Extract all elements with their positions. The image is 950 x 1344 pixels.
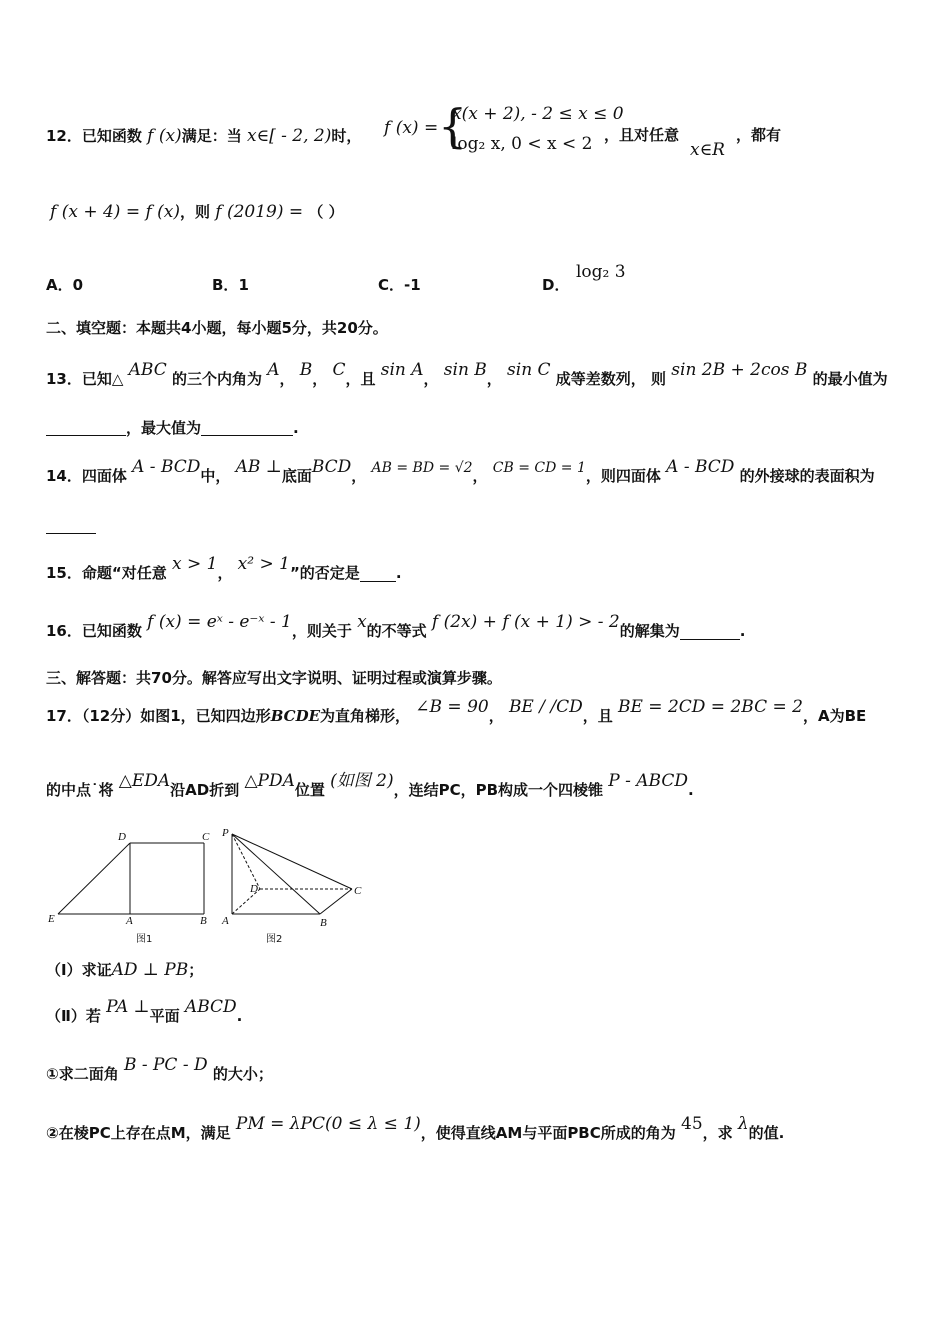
q15-text: 命题“对任意 bbox=[81, 564, 167, 582]
q12-ask: f (2019) = bbox=[215, 202, 304, 222]
fig2-label-c: C bbox=[354, 885, 362, 897]
q12-text: ，则 bbox=[180, 203, 211, 221]
fig1-label-c: C bbox=[202, 831, 210, 843]
q13-sinc: sin C bbox=[507, 360, 551, 380]
choice-label: B． bbox=[212, 276, 239, 294]
q12-number: 12． bbox=[46, 127, 82, 145]
q12-case1-text: x(x + 2), - 2 ≤ x ≤ 0 bbox=[452, 104, 624, 124]
q12-xr bbox=[690, 142, 725, 159]
q17-fig2-ref: (如图 2) bbox=[330, 771, 394, 791]
choice-value: -1 bbox=[404, 276, 421, 294]
fig2-edge-pd bbox=[232, 834, 260, 889]
choice-label: A． bbox=[46, 276, 73, 294]
choice-value: 0 bbox=[72, 276, 84, 294]
q14-cond2: CB = CD = 1 bbox=[492, 460, 586, 476]
choice-value: 1 bbox=[238, 276, 249, 294]
section-3-heading bbox=[46, 671, 502, 686]
q12-case1 bbox=[452, 106, 624, 123]
q13-text: 成等差数列， bbox=[555, 370, 646, 388]
q12-fx: f (x) bbox=[147, 126, 182, 146]
fig2-label-p: P bbox=[222, 827, 229, 839]
fig2-caption: 图2 bbox=[266, 934, 283, 945]
q13-text: 则 bbox=[651, 370, 667, 388]
q16-line bbox=[46, 612, 746, 640]
q14-abcd2: A - BCD bbox=[666, 457, 735, 477]
answer-blank[interactable] bbox=[46, 421, 126, 436]
q15-cond1: x > 1 bbox=[171, 554, 218, 574]
q17-part1-label: （Ⅰ）求证 bbox=[46, 961, 112, 979]
q17-part2-plane: ABCD bbox=[184, 997, 237, 1017]
fig1-label-b: B bbox=[200, 915, 207, 927]
q17-bcde: BCDE bbox=[270, 707, 321, 725]
q16-x: x bbox=[357, 612, 367, 632]
q17-text: 位置 bbox=[294, 781, 325, 799]
choice-value: log₂ 3 bbox=[576, 262, 626, 282]
q17-figures bbox=[44, 826, 374, 950]
q13-line2 bbox=[46, 421, 299, 436]
q12-period: f (x + 4) = f (x) bbox=[50, 202, 181, 222]
q16-text: 已知函数 bbox=[81, 622, 142, 640]
q12-text: 满足：当 bbox=[181, 127, 242, 145]
choice-label: C． bbox=[378, 276, 405, 294]
answer-blank[interactable] bbox=[360, 567, 396, 582]
figure-1 bbox=[47, 831, 210, 945]
q17-sub2-expr: PM = λPC(0 ≤ λ ≤ 1) bbox=[235, 1114, 421, 1134]
q16-text: 的不等式 bbox=[366, 622, 427, 640]
fig2-edge-pc bbox=[232, 834, 352, 889]
q17-sub2-lambda: λ bbox=[737, 1114, 749, 1134]
q17-angle: ∠B = 90 bbox=[415, 697, 489, 717]
q13-text: ，最大值为 bbox=[126, 419, 202, 437]
q17-text: . bbox=[236, 1007, 243, 1025]
q17-sub2-mark: ② bbox=[46, 1124, 59, 1142]
figure-2 bbox=[221, 827, 362, 945]
q17-lengths: BE = 2CD = 2BC = 2 bbox=[618, 697, 803, 717]
q15-cond2: x² > 1 bbox=[237, 554, 290, 574]
q13-text: 的最小值为 bbox=[812, 370, 888, 388]
q14-bcd: BCD bbox=[311, 457, 352, 477]
q17-sub2-angle: 45 bbox=[681, 1114, 703, 1134]
q17-text: ，连结PC，PB构成一个四棱锥 bbox=[393, 781, 604, 799]
q17-line2 bbox=[46, 771, 694, 799]
q12-choice-a bbox=[46, 274, 83, 295]
q16-number: 16． bbox=[46, 622, 82, 640]
q15-text: ”的否定是 bbox=[289, 564, 360, 582]
q17-eda: △EDA bbox=[118, 771, 171, 791]
q12-case2-text: log₂ x, 0 < x < 2 bbox=[452, 134, 593, 154]
q16-text: 的解集为 bbox=[619, 622, 680, 640]
q15-number: 15． bbox=[46, 564, 82, 582]
q12-text: ，都有 bbox=[736, 126, 782, 144]
q17-number: 17． bbox=[46, 707, 82, 725]
q13-c: C bbox=[332, 360, 346, 380]
q17-part2-expr: PA ⊥ bbox=[106, 997, 150, 1017]
q13-abc: ABC bbox=[128, 360, 167, 380]
q17-text: ，求 bbox=[702, 1124, 733, 1142]
q17-part1 bbox=[46, 962, 203, 979]
q17-line1: 17．（12分）如图1，已知四边形BCDE为直角梯形， ∠B = 90， BE / /CD，且 BE = 2CD = 2BC = 2，A为BE bbox=[46, 697, 867, 725]
q13-sinb: sin B bbox=[443, 360, 487, 380]
q13-text: 已知△ bbox=[81, 370, 124, 388]
q13-sina: sin A bbox=[380, 360, 424, 380]
q13-line1: 13．已知△ ABC 的三个内角为 A， B， C，且 sin A， sin B， sin C 成等差数列， 则 sin 2B + 2cos B 的最小值为 bbox=[46, 360, 888, 388]
q12-text: 时， bbox=[331, 127, 362, 145]
q13-text: 的三个内角为 bbox=[171, 370, 262, 388]
q17-text: 为直角梯形， bbox=[320, 707, 411, 725]
q17-parallel: BE / /CD bbox=[508, 697, 583, 717]
q17-text: 沿AD折到 bbox=[170, 781, 240, 799]
q17-sub1 bbox=[46, 1055, 273, 1083]
q17-text: ，使得直线AM与平面PBC所成的角为 bbox=[420, 1124, 676, 1142]
answer-blank[interactable] bbox=[201, 421, 293, 436]
q12-text: 已知函数 bbox=[81, 127, 142, 145]
fig2-label-a: A bbox=[222, 915, 229, 927]
q12-choice-d-value bbox=[576, 264, 626, 281]
q12-xr-text: x∈R bbox=[690, 140, 725, 160]
q17-text: 平面 bbox=[149, 1007, 180, 1025]
q14-text: 底面 bbox=[281, 467, 312, 485]
q14-abcd: A - BCD bbox=[132, 457, 201, 477]
q13-a: A bbox=[267, 360, 280, 380]
q16-text: . bbox=[739, 622, 746, 640]
q12-case2 bbox=[452, 136, 593, 153]
q17-part1-expr: AD ⊥ PB bbox=[111, 960, 189, 980]
q17-pabcd: P - ABCD bbox=[608, 771, 688, 791]
q16-text: ，则关于 bbox=[291, 622, 352, 640]
q12-choice-d bbox=[542, 274, 569, 295]
q12-t5 bbox=[736, 128, 781, 143]
fig2-edge-bc bbox=[320, 889, 352, 914]
q12-line1 bbox=[46, 128, 361, 145]
q13-b: B bbox=[299, 360, 313, 380]
q12-line1b bbox=[604, 128, 679, 143]
q17-sub1-mark: ① bbox=[46, 1065, 59, 1083]
q14-cond1: AB = BD = √2 bbox=[371, 460, 473, 476]
fig2-label-b: B bbox=[320, 917, 327, 929]
fig1-label-d: D bbox=[118, 831, 126, 843]
q14-text: ，则四面体 bbox=[585, 467, 661, 485]
q17-text: ； bbox=[188, 961, 204, 979]
q14-text: 的外接球的表面积为 bbox=[739, 467, 875, 485]
q15-line: 15．命题“对任意 x > 1， x² > 1”的否定是 . bbox=[46, 554, 402, 582]
q17-text: ，A为BE bbox=[802, 707, 867, 725]
q17-part2 bbox=[46, 997, 243, 1025]
q12-fx-label: f (x) = bbox=[384, 118, 439, 138]
fig1-edge-ed bbox=[58, 843, 130, 914]
q12-paren: （ ） bbox=[308, 203, 344, 221]
q17-sub1-expr: B - PC - D bbox=[123, 1055, 208, 1075]
q17-text: 的值. bbox=[748, 1124, 785, 1142]
q13-expr: sin 2B + 2cos B bbox=[671, 360, 808, 380]
q14-line2 bbox=[46, 519, 96, 534]
q12-text: ，且对任意 bbox=[604, 126, 680, 144]
fig1-label-e: E bbox=[48, 913, 55, 925]
q17-text: （12分）如图1，已知四边形 bbox=[81, 707, 271, 725]
fig1-label-a: A bbox=[126, 915, 133, 927]
q17-text: . bbox=[687, 781, 694, 799]
q17-part2-label: （Ⅱ）若 bbox=[46, 1007, 101, 1025]
q14-line1: 14．四面体 A - BCD中， AB ⊥底面BCD， AB = BD = √2， CB = CD = 1，则四面体 A - BCD 的外接球的表面积为 bbox=[46, 457, 875, 485]
answer-blank[interactable] bbox=[46, 519, 96, 534]
q14-perp: AB ⊥ bbox=[235, 457, 282, 477]
q17-text: 求二面角 bbox=[58, 1065, 119, 1083]
q16-ineq: f (2x) + f (x + 1) > - 2 bbox=[431, 612, 620, 632]
q17-text: 在棱PC上存在点M，满足 bbox=[58, 1124, 231, 1142]
q13-text: . bbox=[293, 419, 299, 437]
q16-fx: f (x) = eˣ - e⁻ˣ - 1 bbox=[147, 612, 292, 632]
q12-domain: x∈[ - 2, 2) bbox=[246, 126, 332, 146]
q13-text: ，且 bbox=[345, 370, 376, 388]
q12-fx-def bbox=[384, 120, 438, 137]
q17-sub2 bbox=[46, 1114, 785, 1142]
q14-number: 14． bbox=[46, 467, 82, 485]
fig1-caption: 图1 bbox=[136, 934, 153, 945]
q12-brace: { bbox=[438, 99, 468, 153]
q17-text: 的中点˙将 bbox=[46, 781, 114, 799]
q17-text: 的大小； bbox=[212, 1065, 273, 1083]
q14-text: 四面体 bbox=[81, 467, 127, 485]
section-2-text: 二、填空题：本题共4小题，每小题5分，共20分。 bbox=[46, 319, 388, 337]
q17-pda: △PDA bbox=[244, 771, 295, 791]
choice-label: D． bbox=[542, 276, 570, 294]
q13-number: 13． bbox=[46, 370, 82, 388]
section-3-text: 三、解答题：共70分。解答应写出文字说明、证明过程或演算步骤。 bbox=[46, 669, 502, 687]
q12-line2 bbox=[50, 204, 344, 221]
section-2-heading bbox=[46, 321, 388, 336]
answer-blank[interactable] bbox=[680, 625, 740, 640]
q14-text: 中， bbox=[200, 467, 231, 485]
q12-choice-c bbox=[378, 274, 421, 295]
q15-text: . bbox=[395, 564, 402, 582]
q12-choice-b bbox=[212, 274, 249, 295]
q17-text: ，且 bbox=[582, 707, 613, 725]
fig2-label-d: D bbox=[250, 883, 258, 895]
